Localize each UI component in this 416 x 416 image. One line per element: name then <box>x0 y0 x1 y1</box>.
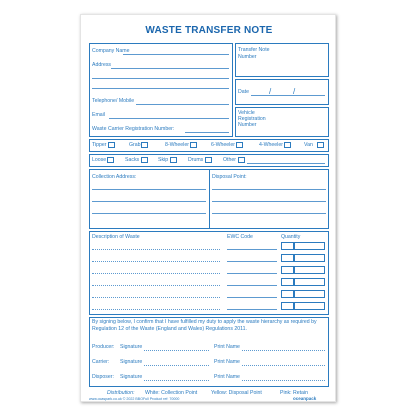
collection-disposal-divider <box>209 169 210 229</box>
address-line-3 <box>92 88 229 89</box>
distribution-label: Distribution: <box>107 390 135 396</box>
quantity-unit-box-3[interactable] <box>281 266 294 274</box>
vehicle-grab-label: Grab <box>129 142 141 148</box>
address-label: Address <box>92 62 112 68</box>
quantity-unit-box-5[interactable] <box>281 290 294 298</box>
transfer-number-label: Number <box>238 54 257 60</box>
carrier-signature-line[interactable] <box>144 365 209 366</box>
quantity-value-box-3[interactable] <box>294 266 325 274</box>
quantity-unit-box-4[interactable] <box>281 278 294 286</box>
distribution-white: White: Collection Point <box>145 390 198 396</box>
waste-desc-line-5 <box>92 297 220 298</box>
disposer-signature-label: Signature <box>120 374 143 380</box>
carrier-print-name-label: Print Name <box>214 359 240 365</box>
date-slash-2: / <box>293 87 296 96</box>
footer-info: www.ocaspark.co.uk © 2022 BBOFull Product ref: 70000 <box>89 397 180 401</box>
collection-line-3 <box>92 213 206 214</box>
vehicle-van-label: Van <box>304 142 313 148</box>
waste-transfer-note-sheet <box>80 14 336 402</box>
producer-print-name-label: Print Name <box>214 344 240 350</box>
quantity-unit-box-2[interactable] <box>281 254 294 262</box>
brand-logo-text: oceanpack <box>293 396 317 401</box>
vehicle-6wheeler-label: 6-Wheeler <box>211 142 235 148</box>
disposal-point-label: Disposal Point: <box>212 174 247 180</box>
vehicle-label-3: Number <box>238 122 257 128</box>
quantity-value-box-6[interactable] <box>294 302 325 310</box>
declaration-text: By signing below, I confirm that I have fulfilled my duty to apply the waste hierarchy as required by Regulation 12 of the Waste (England and Wales) Regulations 2011. <box>92 319 317 332</box>
company-name-label: Company Name <box>92 48 130 54</box>
ewc-line-6 <box>227 309 277 310</box>
vehicle-label-2: Registration <box>238 116 266 122</box>
quantity-value-box-5[interactable] <box>294 290 325 298</box>
ewc-code-label: EWC Code <box>227 234 253 240</box>
transfer-note-label: Transfer Note <box>238 47 270 53</box>
vehicle-label-1: Vehicle <box>238 110 255 116</box>
vehicle-van-checkbox[interactable] <box>317 142 324 148</box>
waste-description-label: Description of Waste <box>92 234 140 240</box>
container-other-checkbox[interactable] <box>238 157 245 163</box>
vehicle-8wheeler-label: 8-Wheeler <box>165 142 189 148</box>
waste-desc-line-3 <box>92 273 220 274</box>
container-skip-label: Skip <box>158 157 169 163</box>
waste-desc-line-6 <box>92 309 220 310</box>
disposer-print-name-line[interactable] <box>242 380 325 381</box>
container-loose-checkbox[interactable] <box>107 157 114 163</box>
producer-signature-line[interactable] <box>144 350 209 351</box>
quantity-unit-box-6[interactable] <box>281 302 294 310</box>
ewc-line-1 <box>227 249 277 250</box>
quantity-value-box-4[interactable] <box>294 278 325 286</box>
quantity-value-box-1[interactable] <box>294 242 325 250</box>
producer-print-name-line[interactable] <box>242 350 325 351</box>
vehicle-4wheeler-checkbox[interactable] <box>284 142 291 148</box>
vehicle-8wheeler-checkbox[interactable] <box>190 142 197 148</box>
distribution-yellow: Yellow: Disposal Point <box>211 390 262 396</box>
carrier-print-name-line[interactable] <box>242 365 325 366</box>
disposer-signature-line[interactable] <box>144 380 209 381</box>
telephone-label: Telephone/ Mobile <box>92 98 135 104</box>
container-other-label: Other <box>223 157 236 163</box>
disposal-line-3 <box>212 213 326 214</box>
ewc-line-3 <box>227 273 277 274</box>
ewc-line-5 <box>227 297 277 298</box>
email-label: Email <box>92 112 105 118</box>
carrier-signature-label: Signature <box>120 359 143 365</box>
producer-label: Producer: <box>92 344 115 350</box>
waste-desc-line-2 <box>92 261 220 262</box>
container-sacks-checkbox[interactable] <box>141 157 148 163</box>
container-drums-checkbox[interactable] <box>205 157 212 163</box>
quantity-label: Quantity <box>281 234 301 240</box>
email-line <box>109 118 229 119</box>
ewc-line-4 <box>227 285 277 286</box>
waste-desc-line-1 <box>92 249 220 250</box>
document-title: WASTE TRANSFER NOTE <box>145 25 273 36</box>
container-sacks-label: Sacks <box>125 157 140 163</box>
container-loose-label: Loose <box>92 157 107 163</box>
vehicle-tipper-label: Tipper <box>92 142 107 148</box>
disposal-line-1 <box>212 189 326 190</box>
ewc-line-2 <box>227 261 277 262</box>
vehicle-6wheeler-checkbox[interactable] <box>236 142 243 148</box>
collection-line-1 <box>92 189 206 190</box>
company-details-box <box>89 43 233 137</box>
address-line-1 <box>111 68 229 69</box>
container-drums-label: Drums <box>188 157 204 163</box>
container-other-line <box>247 163 325 164</box>
date-label: Date <box>238 89 249 95</box>
container-skip-checkbox[interactable] <box>170 157 177 163</box>
vehicle-tipper-checkbox[interactable] <box>108 142 115 148</box>
telephone-line <box>136 104 229 105</box>
carrier-registration-label: Waste Carrier Registration Number: <box>92 126 175 132</box>
disposer-print-name-label: Print Name <box>214 374 240 380</box>
disposal-line-2 <box>212 201 326 202</box>
collection-line-2 <box>92 201 206 202</box>
quantity-unit-box-1[interactable] <box>281 242 294 250</box>
quantity-value-box-2[interactable] <box>294 254 325 262</box>
vehicle-grab-checkbox[interactable] <box>141 142 148 148</box>
carrier-registration-line <box>185 132 229 133</box>
address-line-2 <box>92 78 229 79</box>
disposer-label: Disposer: <box>92 374 114 380</box>
collection-address-label: Collection Address: <box>92 174 137 180</box>
date-box <box>235 79 329 105</box>
waste-desc-line-4 <box>92 285 220 286</box>
date-slash-1: / <box>269 87 272 96</box>
vehicle-type-row <box>89 139 329 152</box>
carrier-label: Carrier: <box>92 359 110 365</box>
distribution-pink: Pink: Retain <box>280 390 308 396</box>
date-line <box>251 95 325 96</box>
vehicle-4wheeler-label: 4-Wheeler <box>259 142 283 148</box>
company-name-line <box>123 54 229 55</box>
producer-signature-label: Signature <box>120 344 143 350</box>
